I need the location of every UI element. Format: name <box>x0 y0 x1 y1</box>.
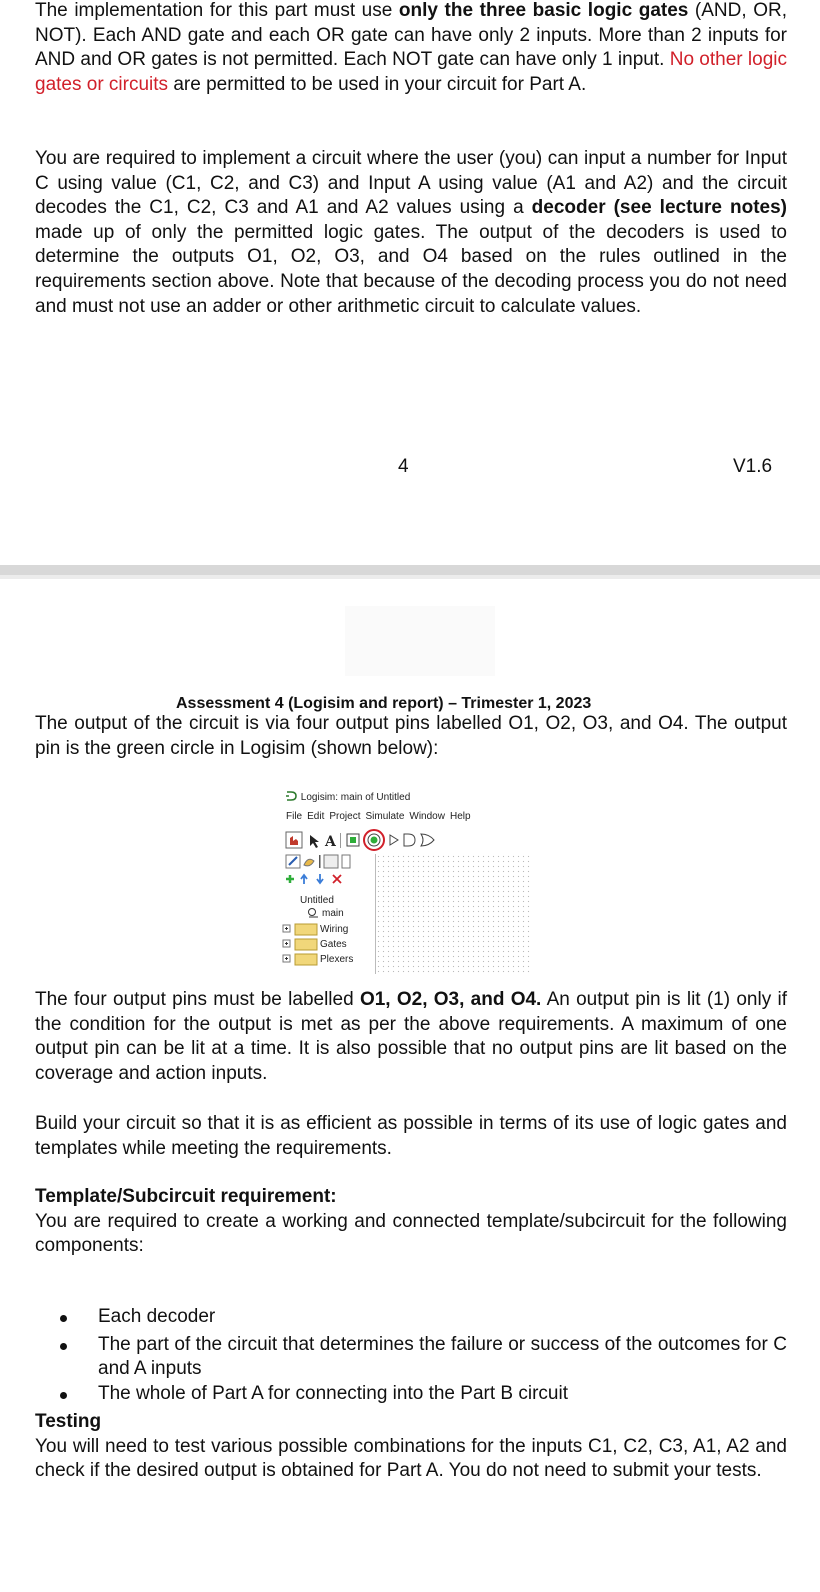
testing-heading: Testing <box>35 1411 102 1432</box>
list-item-text: The part of the circuit that determines the failure or success of the outcomes for C and A inputs <box>98 1333 787 1380</box>
tree-item-wiring[interactable]: Wiring <box>320 924 349 935</box>
move-up-icon[interactable] <box>301 875 307 884</box>
toolbar-separator <box>319 855 321 868</box>
text-run: made up of only the permitted logic gates. The output of the decoders is used to determine the outputs O1, O2, O3, and O4 based on the rules outlined in the requirements section above. Note that because of the decoding process you do not need and must not use an adder or other arithmetic circuit to calculate values. <box>35 221 787 317</box>
text-run: An output pin is lit (1) only if the condition for the output is met as per the above requirements. A maximum of one output pin can be lit at a time. It is also possible that no output pins are lit based on the coverage and action inputs. <box>35 989 787 1084</box>
section-template <box>35 1185 787 1259</box>
or-gate-icon[interactable] <box>421 834 434 846</box>
circuit-magnifier-icon <box>307 907 319 919</box>
red-warning-run: No other logic gates or circuits <box>35 49 787 95</box>
logisim-project-toolbar <box>284 872 374 886</box>
tree-item-untitled[interactable]: Untitled <box>300 895 334 906</box>
paragraph-basic-gates <box>35 0 787 97</box>
text-run: are permitted to be used in your circuit for Part A. <box>168 73 587 95</box>
select-tool-icon[interactable] <box>310 835 319 848</box>
tree-item-main[interactable]: main <box>322 908 344 919</box>
section-testing <box>35 1410 787 1484</box>
list-item <box>35 1305 787 1330</box>
list-item-text: Each decoder <box>98 1306 216 1327</box>
bullet-icon <box>60 1343 67 1350</box>
poke-tool-icon[interactable] <box>286 832 302 848</box>
bullet-list <box>35 1305 787 1406</box>
logisim-menubar <box>286 811 476 822</box>
table-icon[interactable] <box>324 855 338 868</box>
menu-window[interactable]: Window <box>409 811 445 822</box>
list-item <box>35 1333 787 1382</box>
output-pin-icon[interactable] <box>364 830 384 850</box>
logisim-titlebar <box>286 791 410 803</box>
menu-simulate[interactable]: Simulate <box>365 811 405 822</box>
not-gate-icon[interactable] <box>390 835 398 845</box>
bold-run: decoder (see lecture notes) <box>531 197 787 219</box>
bullet-icon <box>60 1315 67 1322</box>
pane-separator <box>375 854 376 974</box>
paragraph-pin-labels <box>35 988 787 1086</box>
page-divider <box>0 565 820 575</box>
text-run: The implementation for this part must use <box>35 0 399 21</box>
menu-project[interactable]: Project <box>329 811 361 822</box>
paragraph-output-pins: The output of the circuit is via four output pins labelled O1, O2, O3, and O4. The output pin is the green circle in Logisim (shown below): <box>35 713 787 759</box>
toolbar-separator <box>340 833 341 848</box>
list-item <box>35 1382 787 1407</box>
library-folder-icons <box>282 922 322 974</box>
testing-text: You will need to test various possible combinations for the inputs C1, C2, C3, A1, A2 and check if the desired output is obtained for Part A. You do not need to submit your tests. <box>35 1435 787 1482</box>
bold-run: O1, O2, O3, and O4. <box>359 989 542 1010</box>
bullet-icon <box>60 1392 67 1399</box>
input-pin-icon[interactable] <box>347 834 359 846</box>
menu-help[interactable]: Help <box>449 811 471 822</box>
list-item-text: The whole of Part A for connecting into the Part B circuit <box>98 1382 568 1404</box>
text-run: You are required to implement a circuit where the user (you) can input a number for Input C using value (C1, C2, and C3) and Input A using value (A1 and A2) and the circuit decodes the C1, C2, C3 and A1 and A2 values using a <box>35 148 787 219</box>
paragraph-decoder <box>35 147 787 319</box>
logisim-toolbar <box>284 829 532 853</box>
page-header: Assessment 4 (Logisim and report) – Trimester 1, 2023 <box>176 695 592 712</box>
logisim-screenshot <box>280 786 532 974</box>
text-tool-icon[interactable]: A <box>325 834 336 850</box>
logisim-logo-icon <box>286 791 298 801</box>
menu-edit[interactable]: Edit <box>307 811 325 822</box>
template-text: You are required to create a working and connected template/subcircuit for the following components: <box>35 1210 787 1257</box>
menu-file[interactable]: File <box>286 811 303 822</box>
version-label: V1.6 <box>733 456 773 477</box>
logisim-canvas-grid[interactable] <box>376 854 532 974</box>
logisim-title: Logisim: main of Untitled <box>300 792 411 803</box>
and-gate-icon[interactable] <box>404 834 415 846</box>
paragraph-build-efficient: Build your circuit so that it is as efficient as possible in terms of its use of logic gates and templates while meeting the requirements. <box>35 1113 787 1159</box>
appearance-icon[interactable] <box>304 859 314 866</box>
bold-run: only the three basic logic gates <box>398 0 689 21</box>
document-icon[interactable] <box>342 855 350 868</box>
text-run: (AND, OR, NOT). Each AND gate and each OR gate can have only 2 inputs. More than 2 inputs for AND and OR gates is not permitted. Each NOT gate can have only 1 input. <box>35 0 788 71</box>
blank-region <box>345 606 495 676</box>
logisim-explorer-toolbar <box>284 852 374 872</box>
template-heading: Template/Subcircuit requirement: <box>35 1186 337 1207</box>
add-circuit-icon[interactable] <box>286 875 294 883</box>
tree-item-gates[interactable]: Gates <box>320 939 347 950</box>
move-down-icon[interactable] <box>317 874 323 883</box>
tree-item-plexers[interactable]: Plexers <box>320 954 354 965</box>
text-run: The four output pins must be labelled <box>35 989 360 1010</box>
page-number: 4 <box>398 456 409 477</box>
delete-circuit-icon[interactable] <box>333 875 341 883</box>
